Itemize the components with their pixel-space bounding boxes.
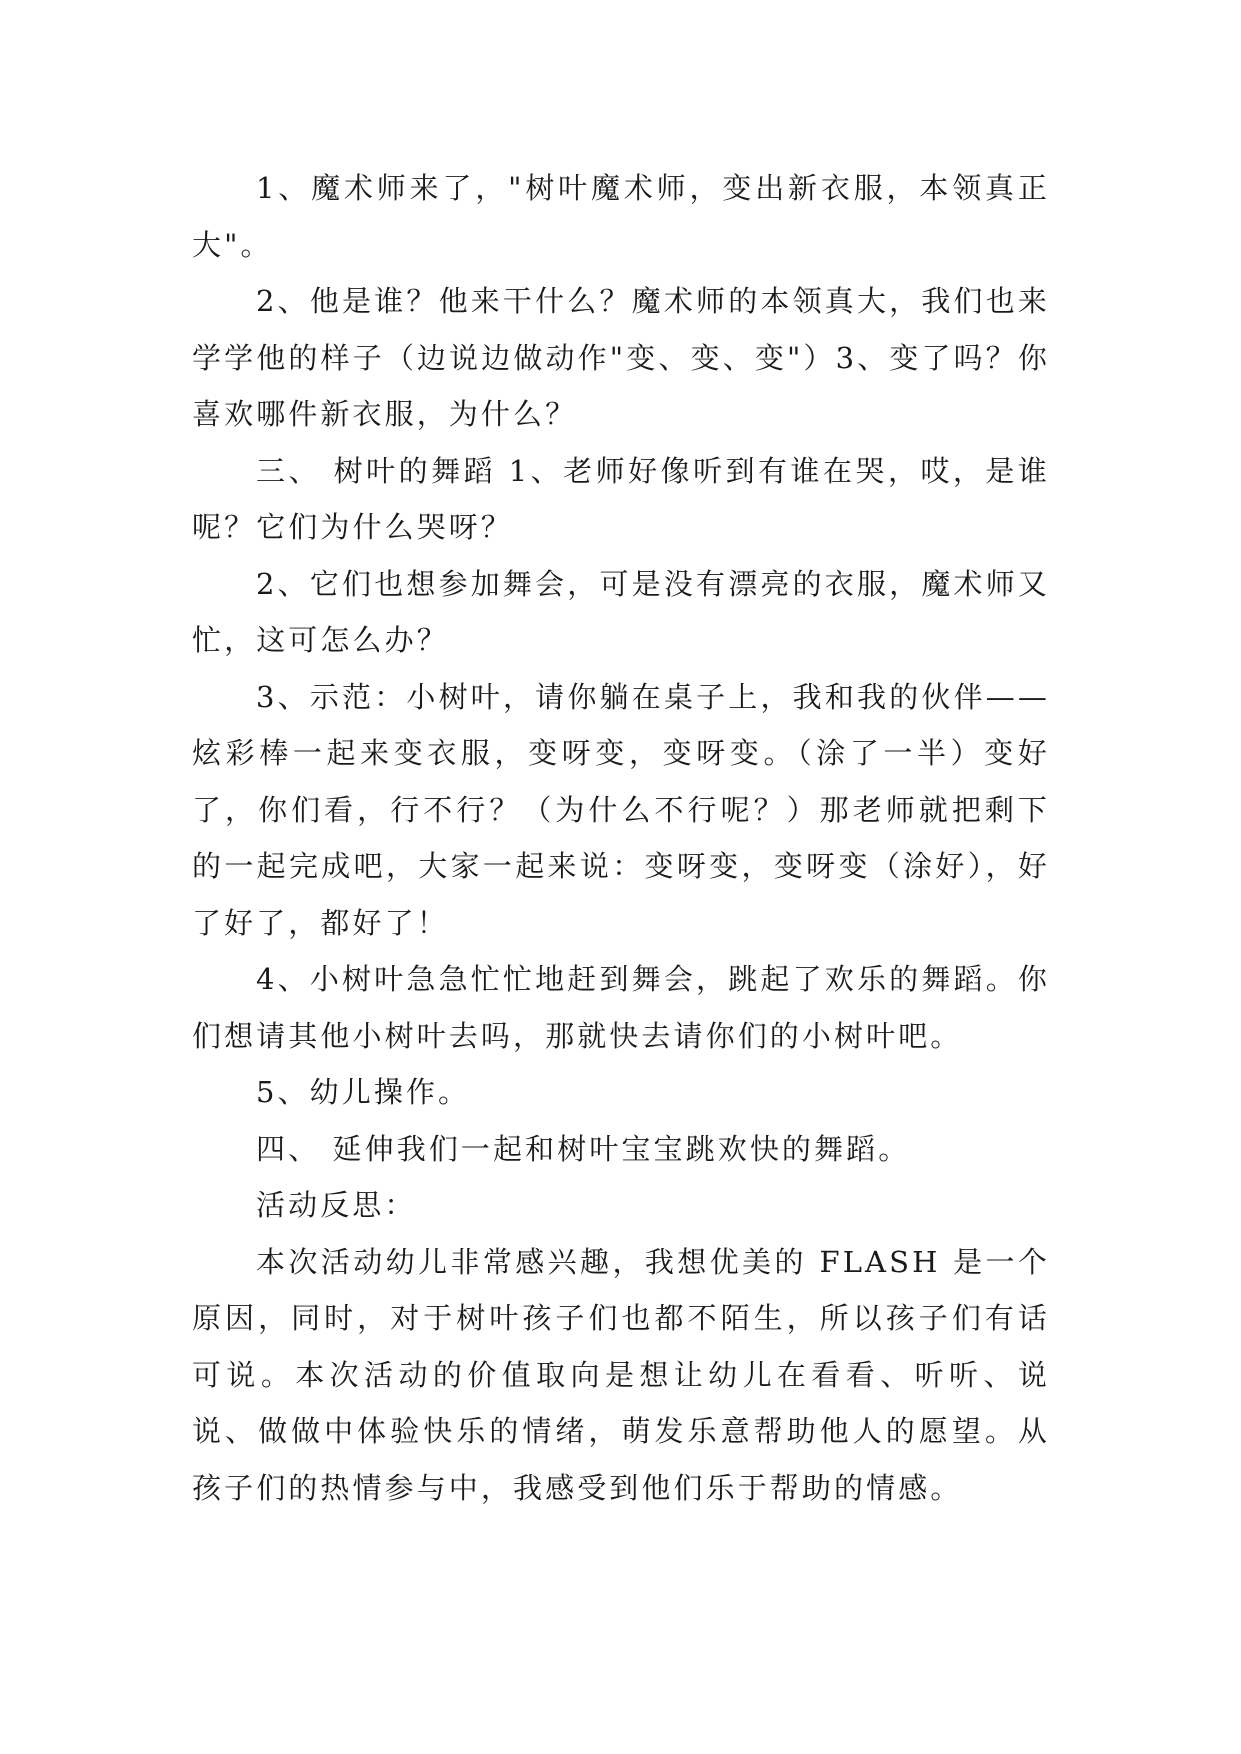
- paragraph-reflection-body: 本次活动幼儿非常感兴趣，我想优美的 FLASH 是一个原因，同时，对于树叶孩子们也都不陌生，所以孩子们有话可说。本次活动的价值取向是想让幼儿在看看、听听、说说、做做中体验快乐的情绪，萌发乐意帮助他人的愿望。从孩子们的热情参与中，我感受到他们乐于帮助的情感。: [192, 1244, 1050, 1505]
- paragraph-children-operate: 5、幼儿操作。: [256, 1075, 471, 1109]
- paragraph-section-three-dance: 三、 树叶的舞蹈 1、老师好像听到有谁在哭，哎，是谁呢？它们为什么哭呀？: [192, 453, 1050, 544]
- paragraph-want-to-join: 2、它们也想参加舞会，可是没有漂亮的衣服，魔术师又忙，这可怎么办？: [192, 566, 1050, 657]
- paragraph-reflection-heading: 活动反思：: [256, 1188, 417, 1222]
- paragraph-section-four-extension: 四、 延伸我们一起和树叶宝宝跳欢快的舞蹈。: [256, 1131, 911, 1166]
- paragraph-who-is-he: 2、他是谁？他来干什么？魔术师的本领真大，我们也来学学他的样子（边说边做动作"变、变、变"）3、变了吗？你喜欢哪件新衣服，为什么？: [192, 284, 1050, 431]
- paragraph-demonstration: 3、示范：小树叶，请你躺在桌子上，我和我的伙伴——炫彩棒一起来变衣服，变呀变，变呀变。（涂了一半）变好了，你们看，行不行？（为什么不行呢？）那老师就把剩下的一起完成吧，大家一起来说：变呀变，变呀变（涂好），好了好了，都好了！: [192, 679, 1050, 940]
- paragraph-rush-to-dance: 4、小树叶急急忙忙地赶到舞会，跳起了欢乐的舞蹈。你们想请其他小树叶去吗，那就快去请你们的小树叶吧。: [192, 962, 1050, 1053]
- document-body: [192, 160, 1050, 1516]
- paragraph-magician-arrives: 1、魔术师来了，"树叶魔术师，变出新衣服，本领真正大"。: [192, 171, 1050, 262]
